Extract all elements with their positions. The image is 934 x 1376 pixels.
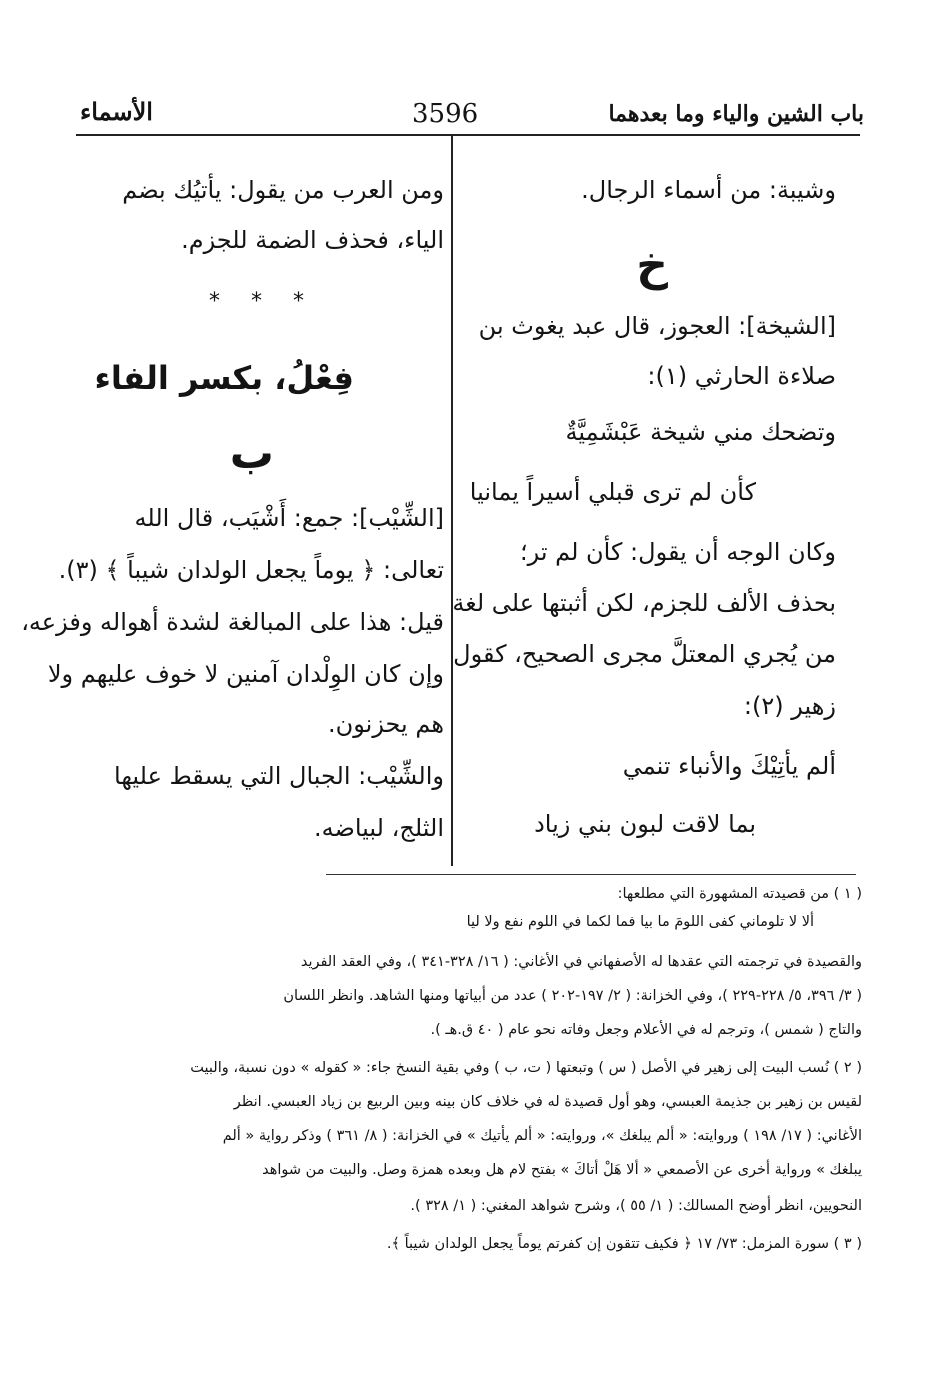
text-line: الثلج، لبياضه. (313, 814, 444, 842)
header-chapter-title: باب الشين والياء وما بعدهما (608, 101, 864, 127)
text-line: وكان الوجه أن يقول: كأن لم تر؛ (519, 538, 836, 566)
footnotes (62, 0, 862, 1376)
footnote-line: لقيس بن زهير بن جذيمة العبسي، وهو أول قصيدة له في خلاف كان بينه وبين الربيع بن زياد العبسي. انظر (233, 1094, 862, 1110)
text-line: بحذف الألف للجزم، لكن أثبتها على لغة (452, 589, 836, 617)
footnote-line: ( ٣/ ٣٩٦، ٥/ ٢٢٨-٢٢٩ )، وفي الخزانة: ( ٢/ ١٩٧-٢٠٢ ) عدد من أبياتها ومنها الشاهد. وانظر اللسان (283, 988, 862, 1004)
text-line: الياء، فحذف الضمة للجزم. (181, 226, 444, 254)
letter-heading: خ (636, 240, 668, 291)
text-line: وإن كان الوِلْدان آمنين لا خوف عليهم ولا (47, 660, 444, 688)
text-line: [الشِّيْب]: جمع: أَشْيَب، قال الله (134, 504, 444, 532)
footnote-line: يبلغك » ورواية أخرى عن الأصمعي « ألا هَلْ أتاكَ » بفتح لام هل وبعده همزة وصل. والبيت من شواهد (262, 1162, 862, 1178)
text-line: وشيبة: من أسماء الرجال. (581, 176, 836, 204)
page-number: 3596 (412, 99, 479, 129)
text-line: قيل: هذا على المبالغة لشدة أهواله وفزعه، (21, 608, 444, 636)
verse-line: ألم يأتِيْكَ والأنباء تنمي (622, 752, 836, 780)
verse-line: بما لاقت لبون بني زياد (534, 810, 756, 838)
text-line: زهير (٢): (743, 692, 836, 720)
header-section-title: الأسماء (80, 97, 153, 126)
text-line: تعالى: ﴿ يوماً يجعل الولدان شيباً ﴾ (٣). (58, 556, 444, 584)
footnote-line: الأغاني: ( ١٧/ ١٩٨ ) وروايته: « ألم يبلغك »، وروايته: « ألم يأتيك » في الخزانة: ( ٨/ ٣٦١ ) وذكر رواية « ألم (222, 1128, 862, 1144)
footnote-line: ( ٢ ) نُسب البيت إلى زهير في الأصل ( س ) وتبعتها ( ت، ب ) وفي بقية النسخ جاء: « كقوله » دون نسبة، والبيت (190, 1060, 862, 1076)
text-line: [الشيخة]: العجوز، قال عبد يغوث بن (478, 312, 836, 340)
verse-line: كأن لم ترى قبلي أسيراً يمانيا (469, 478, 756, 506)
section-heading: فِعْلُ، بكسر الفاء (94, 359, 354, 397)
footnote-line: النحويين، انظر أوضح المسالك: ( ١/ ٥٥ )، وشرح شواهد المغني: ( ١/ ٣٢٨ ). (410, 1198, 862, 1214)
footnote-line: والقصيدة في ترجمته التي عقدها له الأصفهاني في الأغاني: ( ١٦/ ٣٢٨-٣٤١ )، وفي العقد الفريد (300, 954, 862, 970)
text-line: صلاءة الحارثي (١): (647, 362, 836, 390)
text-line: من يُجري المعتلَّ مجرى الصحيح، كقول (453, 640, 836, 668)
footnote-line: ( ٣ ) سورة المزمل: ٧٣/ ١٧ ﴿ فكيف تتقون إن كفرتم يوماً يجعل الولدان شيباً ﴾. (386, 1236, 862, 1252)
text-line: هم يحزنون. (327, 710, 444, 738)
separator-stars: * * * (209, 289, 316, 314)
text-line: والشِّيْب: الجبال التي يسقط عليها (114, 762, 444, 790)
verse-line: وتضحك مني شيخة عَبْشَمِيَّةٌ (565, 418, 836, 446)
letter-heading: ب (229, 428, 274, 479)
footnote-verse: ألا لا تلوماني كفى اللومَ ما بيا فما لكما في اللوم نفع ولا ليا (466, 914, 814, 930)
text-line: ومن العرب من يقول: يأتيُك بضم (122, 176, 444, 204)
footnote-line: ( ١ ) من قصيدته المشهورة التي مطلعها: (617, 886, 862, 902)
footnote-line: والتاج ( شمس )، وترجم له في الأعلام وجعل وفاته نحو عام ( ٤٠ ق.هـ ). (430, 1022, 862, 1038)
